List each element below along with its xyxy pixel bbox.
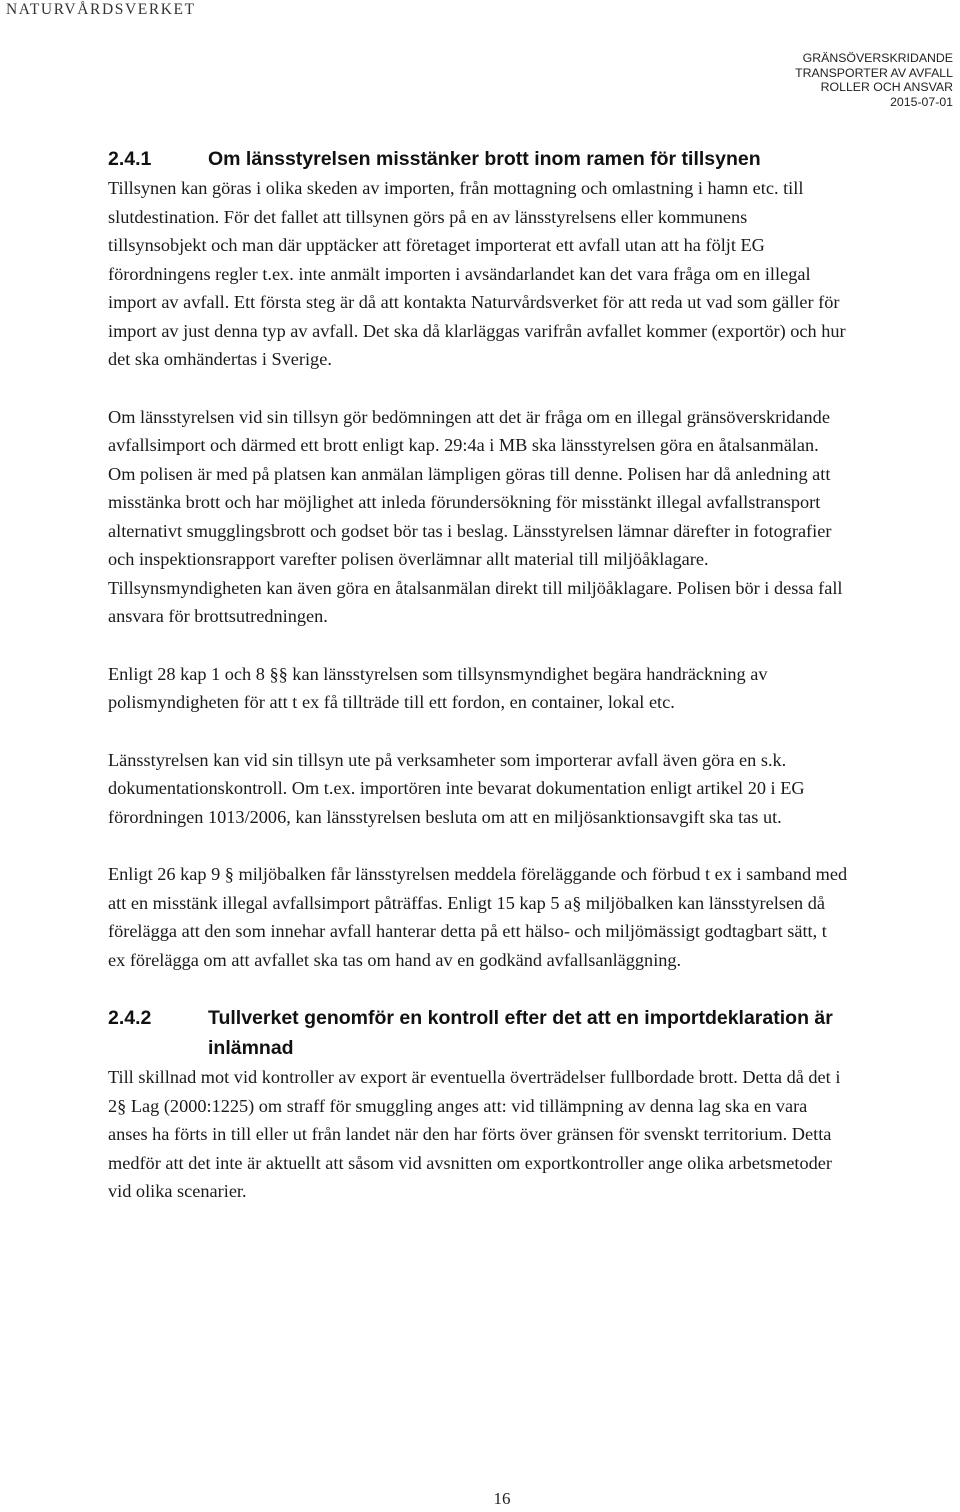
page-number: 16 xyxy=(493,1489,511,1508)
section-number: 2.4.2 xyxy=(108,1007,152,1029)
paragraph: Till skillnad mot vid kontroller av export är eventuella överträdelser fullbordade brott. Detta då det i 2§ Lag (2000:1225) om straff för smuggling anges att: vid tillämpning av denna lag ska en vara anses ha förts in till eller ut från landet när den har förts över gränsen för svenskt territorium. Detta medför att det inte är aktuellt att såsom vid avsnitten om exportkontroller ange olika arbetsmetoder vid olika scenarier. xyxy=(108,1067,841,1201)
organization-name: NATURVÅRDSVERKET xyxy=(6,1,196,18)
paragraph: Tillsynen kan göras i olika skeden av importen, från mottagning och omlastning i hamn etc. till slutdestination. För det fallet att tillsynen görs på en av länsstyrelsens eller kommunens tillsynsobjekt och man där upptäcker att företaget importerat ett avfall utan att ha följt EG förordningens regler t.ex. inte anmält importen i avsändarlandet kan det vara fråga om en illegal import av avfall. Ett första steg är då att kontakta Naturvårdsverket för att reda ut vad som gäller för import av just denna typ av avfall. Det ska då klarläggas varifrån avfallet kommer (exportör) och hur det ska omhändertas i Sverige. xyxy=(108,178,846,369)
document-body xyxy=(108,140,848,1235)
paragraph: Länsstyrelsen kan vid sin tillsyn ute på verksamheter som importerar avfall även göra en s.k. dokumentationskontroll. Om t.ex. importören inte bevarat dokumentation enligt artikel 20 i EG förordningen 1013/2006, kan länsstyrelsen besluta om att en miljösanktionsavgift ska tas ut. xyxy=(108,749,805,827)
section-heading-2-4-2 xyxy=(108,1003,848,1063)
doc-title-line-3: ROLLER OCH ANSVAR xyxy=(820,80,953,94)
section-heading-2-4-1 xyxy=(108,144,848,174)
paragraph: Enligt 26 kap 9 § miljöbalken får länsstyrelsen meddela föreläggande och förbud t ex i samband med att en misstänk illegal avfallsimport påträffas. Enligt 15 kap 5 a§ miljöbalken kan länsstyrelsen då förelägga att den som innehar avfall hanterar detta på ett hälso- och miljömässigt godtagbart sätt, t ex förelägga om att avfallet ska tas om hand av en godkänd avfallsanläggning. xyxy=(108,864,848,970)
doc-title-line-1: GRÄNSÖVERSKRIDANDE xyxy=(802,51,953,65)
section-number: 2.4.1 xyxy=(108,148,152,170)
paragraph: Om länsstyrelsen vid sin tillsyn gör bedömningen att det är fråga om en illegal gränsöverskridande avfallsimport och därmed ett brott enligt kap. 29:4a i MB ska länsstyrelsen göra en åtalsanmälan. Om polisen är med på platsen kan anmälan lämpligen göras till denne. Polisen har då anledning att misstänka brott och har möjlighet att inleda förundersökning för misstänkt illegal avfallstransport alternativt smugglingsbrott och godset bör tas i beslag. Länsstyrelsen lämnar därefter in fotografier och inspektionsrapport varefter polisen överlämnar allt material till miljöåklagare. Tillsynsmyndigheten kan även göra en åtalsanmälan direkt till miljöåklagare. Polisen bör i dessa fall ansvara för brottsutredningen. xyxy=(108,406,843,626)
paragraph: Enligt 28 kap 1 och 8 §§ kan länsstyrelsen som tillsynsmyndighet begära handräckning av polismyndigheten för att t ex få tillträde till ett fordon, en container, lokal etc. xyxy=(108,663,768,712)
document-meta xyxy=(795,51,953,109)
doc-date: 2015-07-01 xyxy=(890,94,953,109)
doc-title-line-2: TRANSPORTER AV AVFALL xyxy=(795,65,953,80)
section-title: Om länsstyrelsen misstänker brott inom ramen för tillsynen xyxy=(208,148,761,170)
section-title: Tullverket genomför en kontroll efter det att en importdeklaration är inlämnad xyxy=(208,1007,833,1059)
